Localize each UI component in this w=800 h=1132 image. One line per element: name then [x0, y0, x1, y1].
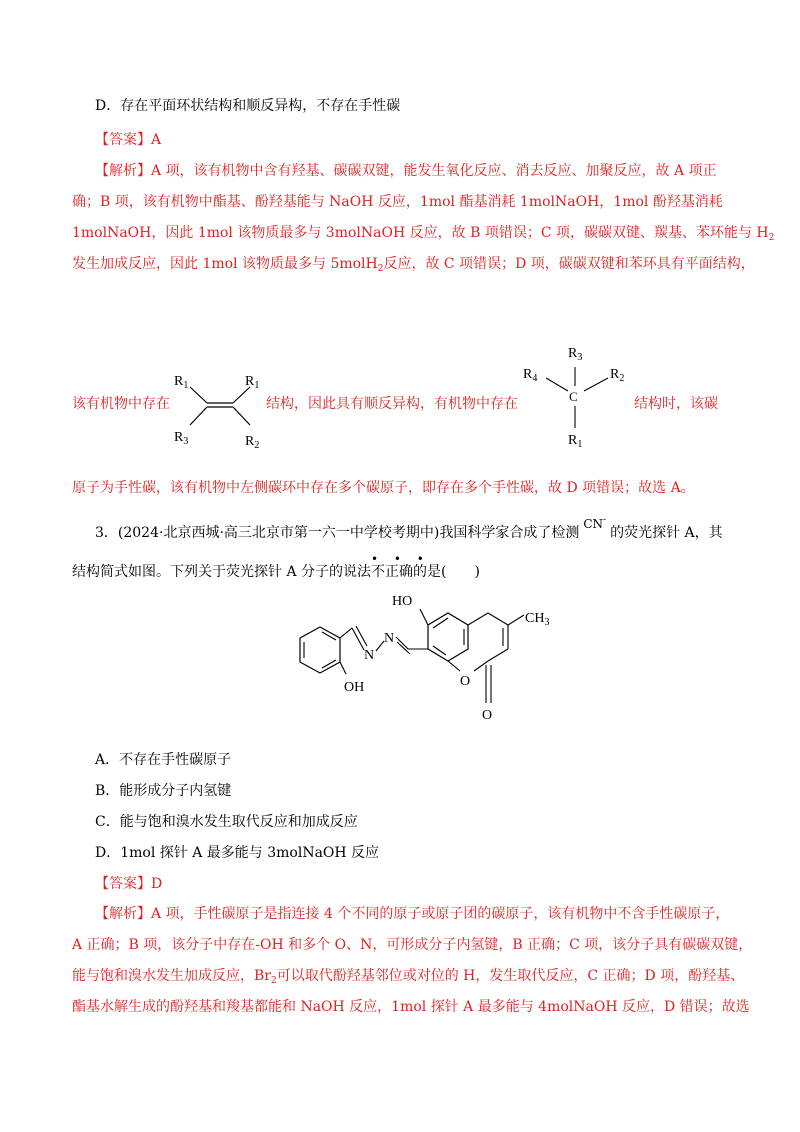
chiral-r2: $R_2$ — [610, 367, 625, 384]
q2-analysis-line-1: 【解析】A 项，该有机物中含有羟基、碳碳双键，能发生氧化反应、消去反应、加聚反应，故 A 项正 — [95, 163, 717, 179]
q2-analysis-line-6: 原子为手性碳，该有机物中左侧碳环中存在多个碳原子，即存在多个手性碳，故 D 项错误；故选 A。 — [72, 480, 695, 496]
q3-analysis-line-3: 能与饱和溴水发生加成反应，$Br_2$可以取代酚羟基邻位或对位的 H，发生取代反应，C 正确；D 项，酚羟基、 — [72, 968, 745, 986]
q3-option-c: C．能与饱和溴水发生取代反应和加成反应 — [95, 814, 358, 830]
q3-option-a: A．不存在手性碳原子 — [95, 752, 232, 768]
q3-option-d: D．1mol 探针 A 最多能与 3molNaOH 反应 — [95, 845, 380, 861]
alkene-r2: $R_2$ — [245, 434, 260, 451]
chiral-r1: $R_1$ — [568, 433, 583, 450]
probe-a-structure — [270, 585, 560, 725]
q2-analysis-line-5a: 该有机物中存在 — [72, 396, 170, 412]
label-ho: HO — [392, 594, 413, 609]
label-oh: OH — [344, 680, 365, 695]
q2-analysis-line-2: 确；B 项，该有机物中酯基、酚羟基能与 NaOH 反应，1mol 酯基消耗 1molNaOH，1mol 酚羟基消耗 — [72, 194, 723, 210]
q2-answer: 【答案】A — [95, 132, 162, 148]
q3-analysis-line-1: 【解析】A 项，手性碳原子是指连接 4 个不同的原子或原子团的碳原子，该有机物中不含手性碳原子， — [95, 906, 730, 922]
q3-analysis-line-4: 酯基水解生成的酚羟基和羧基都能和 NaOH 反应，1mol 探针 A 最多能与 4molNaOH 反应，D 错误；故选 — [72, 999, 750, 1015]
chiral-center-c: C — [569, 389, 578, 404]
label-ch3: $CH_3$ — [525, 611, 550, 628]
q2-analysis-line-5b: 结构，因此具有顺反异构，有机物中存在 — [266, 396, 518, 412]
label-n2: N — [384, 631, 395, 646]
label-o-ring: O — [460, 674, 471, 689]
q2-option-d: D．存在平面环状结构和顺反异构，不存在手性碳 — [95, 98, 401, 114]
chiral-carbon-structure — [518, 340, 638, 455]
alkene-structure — [165, 365, 275, 455]
q3-stem-line-1: 3．(2024·北京西城·高三北京市第一六一中学校考期中)我国科学家合成了检测CN-的荧光探针 A，其 — [95, 515, 723, 541]
alkene-r3: $R_3$ — [174, 430, 189, 447]
chiral-r4: $R_4$ — [523, 367, 538, 384]
alkene-r1-right: $R_1$ — [245, 374, 260, 391]
q2-analysis-line-4: 发生加成反应，因此 1mol 该物质最多与 5molH$_2$反应，故 C 项错误；D 项，碳碳双键和苯环具有平面结构， — [72, 256, 755, 274]
label-n1: N — [364, 648, 375, 663]
emphasis-not-correct: • • • 不正确 — [371, 552, 430, 580]
q3-stem-line-2: 结构简式如图。下列关于荧光探针 A 分子的说法 • • • 不正确的是( ) — [72, 552, 480, 580]
label-o-carbonyl: O — [482, 708, 493, 723]
cn-ion: CN- — [583, 515, 607, 531]
alkene-r1-left: $R_1$ — [174, 374, 189, 391]
q2-analysis-line-5c: 结构时，该碳 — [634, 396, 718, 412]
q3-analysis-line-2: A 正确；B 项，该分子中存在-OH 和多个 O、N，可形成分子内氢键，B 正确；C 项，该分子具有碳碳双键， — [72, 937, 753, 953]
q3-answer: 【答案】D — [95, 876, 163, 892]
chiral-r3: $R_3$ — [568, 346, 583, 363]
q2-analysis-line-3: 1molNaOH，因此 1mol 该物质最多与 3molNaOH 反应，故 B 项错误；C 项，碳碳双键、羰基、苯环能与 $H_2$ — [72, 225, 775, 243]
q3-option-b: B．能形成分子内氢键 — [95, 783, 232, 799]
